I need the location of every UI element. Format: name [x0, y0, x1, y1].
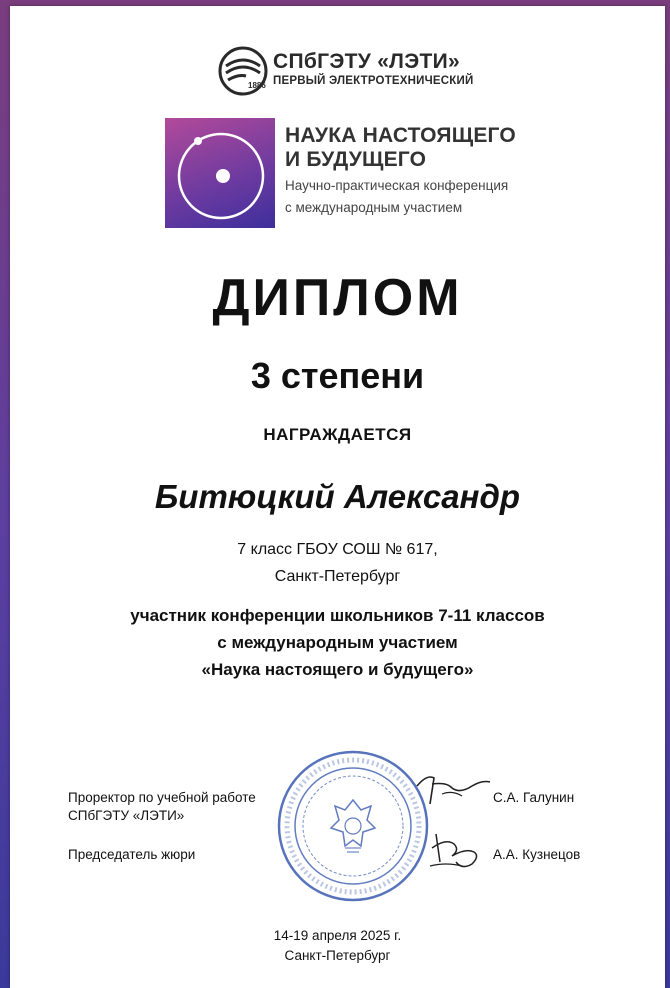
- diploma-sheet: [10, 6, 665, 988]
- official-stamp-icon: [275, 748, 431, 904]
- signature-1-icon: [412, 764, 492, 814]
- conference-title-line2: И БУДУЩЕГО: [285, 148, 427, 171]
- conference-logo: [165, 118, 275, 228]
- event-city: Санкт-Петербург: [284, 948, 391, 963]
- orbit-icon: [165, 118, 275, 228]
- school-line1: 7 класс ГБОУ СОШ № 617,: [237, 541, 438, 558]
- signer-name-1: С.А. Галунин: [493, 790, 575, 805]
- conference-subtitle-line1: Научно-практическая конференция: [285, 178, 509, 193]
- event-date: 14-19 апреля 2025 г.: [273, 928, 402, 943]
- signer-role-2: Председатель жюри: [68, 847, 196, 862]
- diploma-title: ДИПЛОМ: [212, 269, 463, 327]
- school-line2: Санкт-Петербург: [274, 568, 401, 585]
- signature-2-icon: [426, 826, 486, 872]
- participation-line3: «Наука настоящего и будущего»: [201, 660, 474, 679]
- university-name: СПбГЭТУ «ЛЭТИ»: [273, 50, 460, 73]
- signer-org-1: СПбГЭТУ «ЛЭТИ»: [68, 808, 185, 823]
- signer-role-1: Проректор по учебной работе: [68, 790, 256, 805]
- participation-line1: участник конференции школьников 7-11 классов: [130, 606, 545, 625]
- diploma-degree: 3 степени: [250, 355, 425, 396]
- signer-name-2: А.А. Кузнецов: [493, 847, 581, 862]
- conference-subtitle-line2: с международным участием: [285, 200, 463, 215]
- conference-title-line1: НАУКА НАСТОЯЩЕГО: [285, 124, 516, 147]
- awarded-label: НАГРАЖДАЕТСЯ: [263, 425, 412, 444]
- university-year: 1886: [248, 81, 266, 90]
- recipient-name: Битюцкий Александр: [154, 478, 521, 515]
- participation-line2: с международным участием: [217, 633, 458, 652]
- university-logo-icon: [218, 46, 268, 96]
- university-subtitle: ПЕРВЫЙ ЭЛЕКТРОТЕХНИЧЕСКИЙ: [273, 75, 474, 87]
